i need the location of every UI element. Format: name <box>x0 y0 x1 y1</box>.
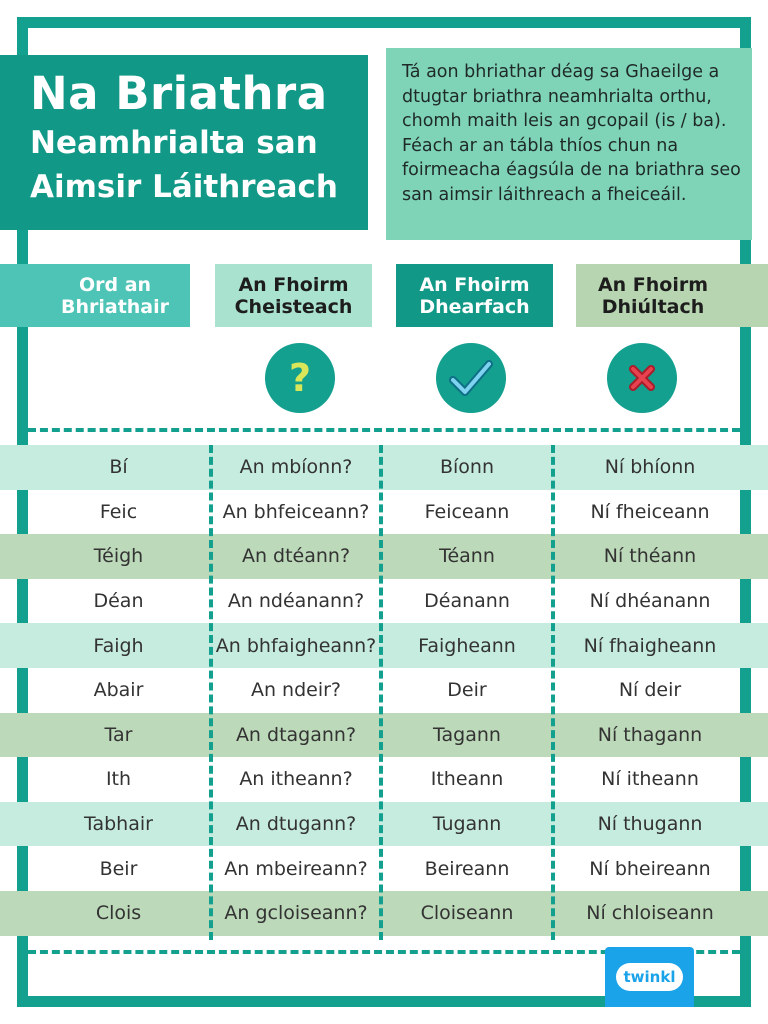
header-negative-line1: An Fhoirm <box>597 273 709 296</box>
question-form-cell: An dtéann? <box>241 545 351 568</box>
negative-form-cell: Ní fheiceann <box>590 500 710 523</box>
table-row <box>0 757 768 802</box>
verb-root-cell: Déan <box>93 590 144 613</box>
positive-form-cell: Deir <box>447 679 487 702</box>
negative-form-cell: Ní itheann <box>601 768 699 791</box>
table-row <box>0 490 768 535</box>
header-question-form <box>215 264 372 327</box>
header-negative-form <box>576 264 768 327</box>
table-row <box>0 713 768 758</box>
question-mark-glyph: ? <box>288 356 312 400</box>
question-form-cell: An dtugann? <box>235 813 357 836</box>
verb-root-cell: Ith <box>105 768 132 791</box>
intro-text: Tá aon bhriathar déag sa Ghaeilge a dtugtar briathra neamhrialta orthu, chomh maith leis an gcopail (is / ba). Féach ar an tábla thíos chun na foirmeacha éagsúla de na briathra seo san aimsir láithreach a fheiceáil. <box>386 48 752 240</box>
header-negative-line2: Dhiúltach <box>601 295 705 318</box>
positive-form-cell: Cloiseann <box>420 902 514 925</box>
table-row <box>0 802 768 847</box>
positive-form-cell: Tugann <box>432 813 502 836</box>
negative-form-cell: Ní chloiseann <box>586 902 714 925</box>
header-verb-root-line1: Ord an <box>78 273 152 296</box>
positive-form-cell: Déanann <box>424 590 510 613</box>
verb-root-cell: Tabhair <box>84 813 153 836</box>
negative-form-cell: Ní deir <box>618 679 682 702</box>
question-form-cell: An dtagann? <box>235 723 357 746</box>
positive-form-cell: Beireann <box>424 857 510 880</box>
table-row <box>0 534 768 579</box>
question-form-cell: An mbíonn? <box>239 456 353 479</box>
verb-root-cell: Clois <box>95 902 142 925</box>
verb-root-cell: Beir <box>99 857 138 880</box>
twinkl-logo-text: twinkl <box>616 963 684 991</box>
header-positive-form <box>396 264 553 327</box>
positive-form-cell: Faigheann <box>418 634 516 657</box>
positive-form-cell: Bíonn <box>439 456 495 479</box>
verb-root-cell: Faigh <box>93 634 144 657</box>
verb-root-cell: Bí <box>109 456 128 479</box>
table-row <box>0 579 768 624</box>
negative-form-cell: Ní thugann <box>597 813 703 836</box>
question-form-cell: An bhfaigheann? <box>215 634 377 657</box>
positive-form-cell: Tagann <box>433 723 501 746</box>
table-row <box>0 445 768 490</box>
cross-icon <box>607 343 677 413</box>
title-banner <box>0 55 368 230</box>
positive-form-cell: Feiceann <box>424 500 510 523</box>
column-divider-1 <box>209 445 213 940</box>
negative-form-cell: Ní théann <box>603 545 697 568</box>
header-question-line1: An Fhoirm <box>238 273 349 296</box>
title-line-2: Neamhrialta san <box>30 125 318 161</box>
table-row <box>0 891 768 936</box>
header-verb-root <box>0 264 190 327</box>
table-top-divider <box>28 428 740 432</box>
negative-form-cell: Ní bhíonn <box>604 456 696 479</box>
column-divider-3 <box>551 445 555 940</box>
twinkl-logo <box>605 947 694 1007</box>
positive-form-cell: Téann <box>439 545 495 568</box>
negative-form-cell: Ní fhaigheann <box>583 634 717 657</box>
verb-root-cell: Tar <box>104 723 133 746</box>
verb-root-cell: Abair <box>93 679 144 702</box>
verb-root-cell: Feic <box>99 500 138 523</box>
negative-form-cell: Ní bheireann <box>589 857 711 880</box>
header-positive-line2: Dhearfach <box>419 295 530 318</box>
positive-form-cell: Itheann <box>430 768 504 791</box>
verb-root-cell: Téigh <box>93 545 144 568</box>
checkmark-icon <box>436 343 506 413</box>
question-form-cell: An gcloiseann? <box>224 902 368 925</box>
header-positive-line1: An Fhoirm <box>419 273 530 296</box>
question-form-cell: An ndéanann? <box>227 590 365 613</box>
question-form-cell: An ndeir? <box>250 679 342 702</box>
negative-form-cell: Ní thagann <box>597 723 703 746</box>
header-verb-root-line2: Bhriathair <box>60 295 170 318</box>
table-row <box>0 668 768 713</box>
question-form-cell: An mbeireann? <box>224 857 368 880</box>
verb-table <box>0 445 768 936</box>
question-mark-icon <box>265 343 335 413</box>
table-row <box>0 623 768 668</box>
title-line-3: Aimsir Láithreach <box>30 169 338 205</box>
negative-form-cell: Ní dhéanann <box>589 590 711 613</box>
question-form-cell: An bhfeiceann? <box>222 500 370 523</box>
title-line-1: Na Briathra <box>30 67 328 120</box>
header-question-line2: Cheisteach <box>234 295 353 318</box>
question-form-cell: An itheann? <box>239 768 353 791</box>
column-divider-2 <box>379 445 383 940</box>
table-row <box>0 846 768 891</box>
